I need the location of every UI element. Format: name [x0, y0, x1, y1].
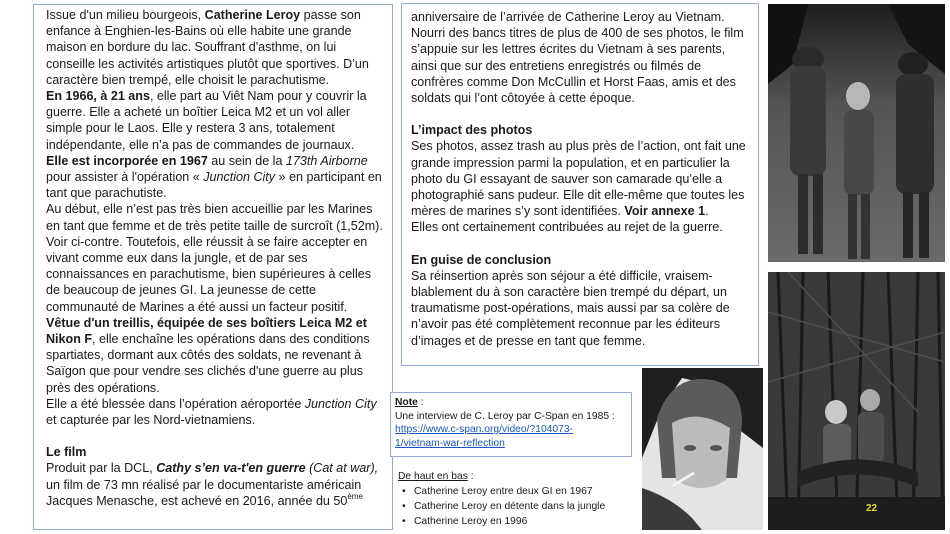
photo-leroy-jungle [768, 272, 945, 530]
paragraph-departure: En 1966, à 21 ans, elle part au Viêt Nam pour y couvrir la guerre. Elle a acheté un boîtier Leica M2 et un vol aller simple pour le Laos. Elle y restera 3 ans, totalement indépendante, elle n’a pas de commandes de journaux. [46, 89, 367, 152]
text-column-middle [401, 3, 759, 366]
page-number: 22 [866, 503, 878, 514]
paragraph-film-continued: anniversaire de l’arrivée de Catherine Leroy au Vietnam. Nourri des bancs titres de plus de 400 de ses photos, le film s’appuie sur les lettres écrites du Vietnam à ses parents, ainsi que sur des entretiens enregistrés ou filmés de confrères comme Don McCullin et Horst Faas, amis et des soldats qui l’ont côtoyée à cette époque. [411, 10, 744, 106]
paragraph-equipment: Vêtue d'un treillis, équipée de ses boîtiers Leica M2 et Nikon F, elle enchaîne les opérations dans des conditions spartiates, dormant aux côtés des soldats, ne revenant à Saïgon que pour vendre ses clichés d'une guerre au plus près des opérations. [46, 315, 370, 395]
paragraph-incorporation: Elle est incorporée en 1967 au sein de la 173th Airborne pour assister à l'opération « Junction City » en participant en tant que parachutiste. [46, 153, 382, 201]
paragraph-conclusion: Sa réinsertion après son séjour a été difficile, vraisem-blablement du à son caractère bien trempé du départ, un traumatisme post-opérations, mais aussi par sa colère de n’avoir pas été complètement reconnue par les éditeurs d’images et de presse en tant que femme. [411, 268, 730, 348]
paragraph-film: Produit par la DCL, Cathy s’en va-t'en guerre (Cat at war), un film de 73 mn réalisé par le documentariste américain Jacques Menasche, est achevé en 2016, année du 50ème [46, 461, 379, 508]
film-heading: Le film [46, 445, 87, 460]
paragraph-wounded: Elle a été blessée dans l’opération aéroportée Junction City et capturée par les Nord-vietnamiens. [46, 396, 377, 428]
paragraph-rejection: Elles ont certainement contribuées au rejet de la guerre. [411, 220, 723, 235]
captions-title: De haut en bas [398, 471, 468, 482]
photo-leroy-with-gis [768, 4, 945, 262]
caption-item: • Catherine Leroy en détente dans la jungle [398, 499, 638, 514]
note-box [390, 392, 632, 457]
note-text: Une interview de C. Leroy par C-Span en 1985 : [395, 410, 615, 422]
photo-leroy-1996 [642, 368, 763, 530]
captions-list [398, 484, 638, 529]
note-title-suffix: : [417, 397, 424, 408]
caption-item: • Catherine Leroy en 1996 [398, 514, 638, 529]
impact-heading: L’impact des photos [411, 123, 533, 138]
conclusion-heading: En guise de conclusion [411, 252, 552, 267]
text-column-left [33, 4, 393, 530]
captions-title-suffix: : [467, 471, 474, 482]
note-title: Note [395, 397, 418, 408]
paragraph-impact: Ses photos, assez trash au plus près de l’action, ont fait une grande impression parmi la population, et en particulier la photo du GI essayant de sauver son camarade qu’elle a photographié sans pudeur. Elle dit elle-même que toutes les mères de marines s’y sont identifiées. Voir annexe 1. [411, 139, 746, 219]
paragraph-marines: Au début, elle n’est pas très bien accueillie par les Marines en tant que femme et de très petite taille de surcroît (1,52m). Voir ci-contre. Toutefois, elle réussit à se faire accepter en vivant comme eux dans la jungle, et de par ses connaissances en parachutisme, bien supérieures à celles de beaucoup de jeunes GI. La jeunesse de cette communauté de Marines a été aussi un facteur positif. [46, 202, 383, 314]
interview-link[interactable]: https://www.c-span.org/video/?104073- 1/vietnam-war-reflection [395, 424, 574, 449]
paragraph-childhood: Issue d'un milieu bourgeois, Catherine Leroy passe son enfance à Enghien-les-Bains où elle habite une grande maison en bordure du lac. Souffrant d'asthme, on lui conseille les activités artistiques plutôt que sportives. D’un caractère bien trempé, elle choisit le parachutisme. [46, 8, 369, 87]
caption-item: • Catherine Leroy entre deux GI en 1967 [398, 484, 638, 499]
photo-captions [398, 469, 638, 529]
